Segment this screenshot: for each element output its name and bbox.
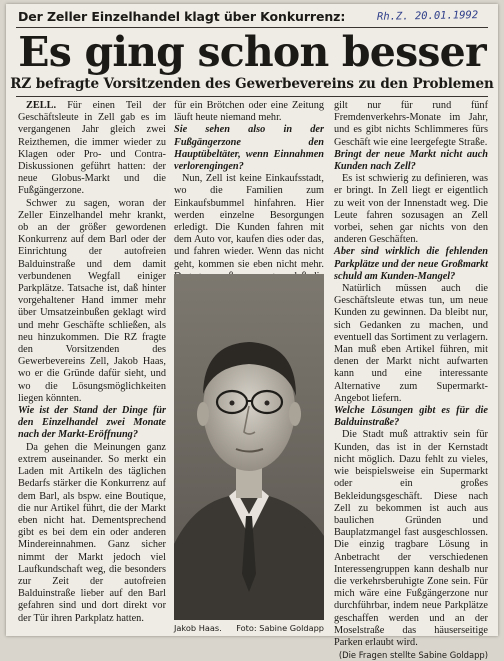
photo-caption <box>174 623 324 633</box>
portrait-photo <box>174 274 324 620</box>
newspaper-clipping <box>6 4 498 661</box>
dateline: ZELL. <box>26 100 57 111</box>
caption-name: Jakob Haas. <box>174 623 222 633</box>
answer-paragraph: Da gehen die Meinungen ganz extrem auseinander. So merkt ein Laden mit Artikeln des täglichen Bedarfs stärker die Konkurrenz auf dem Barl, als bspw. eine Boutique, die nur Artikel führt, die der Markt eben nicht hat. Dementsprechend gibt es bei dem ein oder anderen Mindereinnahmen. Ganz sicher nimmt der Markt jedoch viel Laufkundschaft weg, die besonders zur Zeit der autofreien Balduinstraße lieber auf den Barl gefahren sind und dort direkt vor der Tür ihren Parkplatz hatten. <box>18 441 166 624</box>
paragraph: gilt nur für rund fünf Fremdenverkehrs-Monate im Jahr, und es gibt nichts Schlimmeres fürs Geschäft wie eine leergefegte Straße. <box>334 100 488 148</box>
question: Welche Lösungen gibt es für die Balduinstraße? <box>334 405 488 429</box>
handwritten-date-note: Rh.Z. 20.01.1992 <box>376 9 479 23</box>
portrait-illustration <box>174 274 324 620</box>
header-rule <box>16 96 488 97</box>
answer-paragraph: Es ist schwierig zu definieren, was er bringt. In Zell liegt er eigentlich zu weit von der Innenstadt weg. Die Leute fahren sozusagen an Zell vorbei, sehen gar nichts von den anderen Geschäften. <box>334 173 488 246</box>
answer-paragraph: Die Stadt muß attraktiv sein für Kunden, das ist in der Kernstadt nicht möglich. Dazu fehlt zu vieles, wie beispielsweise ein Supermarkt oder ein großes Bekleidungsgeschäft. Diese nach Zell zu bekommen ist auch aus baulichen Gründen und Bauplatzmangel fast ausgeschlossen. Die einzig tragbare Lösung in Anbetracht der verschiedenen Interessengruppen kann deshalb nur die verkehrsberuhigte Zone sein. Für mich wäre eine Fußgängerzone nur durchführbar, indem neue Parkplätze geschaffen werden und an der Moselstraße das häuserseitige Parken erlaubt wird. <box>334 429 488 648</box>
subheadline: RZ befragte Vorsitzenden des Gewerbevereins zu den Problemen <box>10 76 494 92</box>
answer-paragraph: Nun, Zell ist keine Einkaufsstadt, wo die Familien zum Einkaufsbummel hinfahren. Hier werden einzelne Besorgungen erledigt. Die Kunden fahren mit dem Auto vor, kaufen dies oder das, und fahren wieder. Wenn das nicht geht, kommen sie eben nicht mehr. <box>174 173 324 270</box>
lead-paragraph: ZELL. Für einen Teil der Geschäftsleute in Zell gab es im vergangenen Jahr gleich zwei Reizthemen, die immer wieder zu Klagen oder Pro- und Contra-Diskussionen geführt hatten: der neue Globus-Markt und die Fußgängerzone. <box>18 100 167 197</box>
question: Aber sind wirklich die fehlenden Parkplätze und der neue Großmarkt schuld am Kunden-Mangel? <box>334 246 488 282</box>
photo-credit: Foto: Sabine Goldapp <box>236 623 324 633</box>
paragraph: Schwer zu sagen, woran der Zeller Einzelhandel mehr krankt, ob an der größer gewordenen Konkurrenz auf dem Barl oder der Einrichtung der autofreien Balduinstraße und dem damit verbundenen Wegfall einiger Parkplätze. Tatsache ist, daß hinter vorgehaltener Hand immer mehr über Umsatzeinbußen geklagt wird und mehr Geschäfte schließen, als neu hinzukommen. Die RZ fragte den Vorsitzenden des Gewerbevereins Zell, Jakob Haas, wo er die Gründe dafür sieht, und wo die Lösungsmöglichkeiten liegen könnten. <box>18 197 166 404</box>
question: Wie ist der Stand der Dinge für den Einzelhandel zwei Monate nach der Markt-Eröffnung? <box>18 405 166 441</box>
answer-paragraph: Natürlich müssen auch die Geschäftsleute etwas tun, um neue Kunden zu gewinnen. Da bleibt nur, sich Gedanken zu machen, und eventuell das Sortiment zu verlagern. Man muß eben Artikel führen, mit denen der Markt nicht aufwarten kann und eine interessante Alternative zum Supermarkt-Angebot liefern. <box>334 283 488 404</box>
paragraph: für ein Brötchen oder eine Zeitung läuft heute niemand mehr. <box>174 100 324 124</box>
column-1 <box>18 100 166 625</box>
kicker-line: Der Zeller Einzelhandel klagt über Konkurrenz: <box>18 9 346 24</box>
column-3 <box>334 100 488 661</box>
interview-credit: (Die Fragen stellte Sabine Goldapp) <box>338 650 488 661</box>
question: Sie sehen also in der Fußgängerzone den Hauptübeltäter, wenn Einnahmen verlorengingen? <box>174 124 324 173</box>
question: Bringt der neue Markt nicht auch Kunden nach Zell? <box>334 148 488 173</box>
headline: Es ging schon besser <box>18 28 486 76</box>
